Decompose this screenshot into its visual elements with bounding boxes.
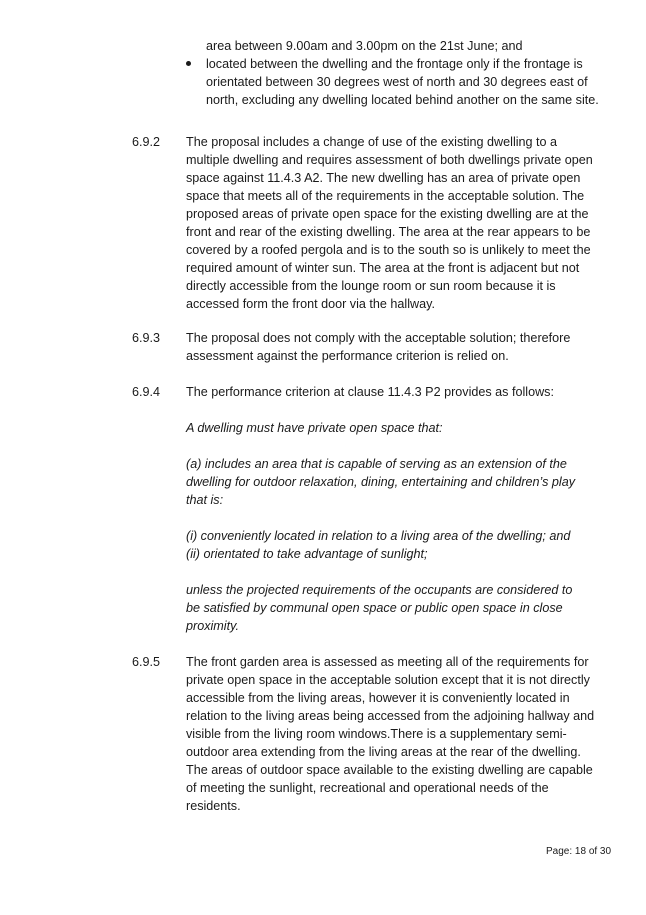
paragraph-line: proposed areas of private open space for the existing dwelling are at the xyxy=(186,207,589,221)
paragraph-line: The proposal includes a change of use of the existing dwelling to a xyxy=(186,135,558,149)
paragraph-line: outdoor area extending from the living areas at the rear of the dwelling. xyxy=(186,745,581,759)
paragraph-line: The areas of outdoor space available to the existing dwelling are capable xyxy=(186,763,593,777)
quote-line: proximity. xyxy=(186,619,239,633)
quote-line: (i) conveniently located in relation to a living area of the dwelling; and xyxy=(186,529,571,543)
paragraph-number: 6.9.5 xyxy=(132,655,161,669)
paragraph-line: space that meets all of the requirements in the acceptable solution. The xyxy=(186,189,585,203)
paragraph-number: 6.9.4 xyxy=(132,385,161,399)
quote-line: (ii) orientated to take advantage of sunlight; xyxy=(186,547,428,561)
paragraph-number: 6.9.3 xyxy=(132,331,161,345)
quote-line: unless the projected requirements of the occupants are considered to xyxy=(186,583,573,597)
paragraph-line: The front garden area is assessed as meeting all of the requirements for xyxy=(186,655,589,669)
quote-line: dwelling for outdoor relaxation, dining, entertaining and children’s play xyxy=(186,475,576,489)
bullet-line: north, excluding any dwelling located behind another on the same site. xyxy=(206,93,599,107)
paragraph-line: accessed form the front door via the hallway. xyxy=(186,297,435,311)
paragraph-6-9-2 xyxy=(186,133,616,313)
bullet-line: orientated between 30 degrees west of north and 30 degrees east of xyxy=(206,75,588,89)
quote-intro xyxy=(186,419,442,437)
paragraph-line: of meeting the sunlight, recreational and operational needs of the xyxy=(186,781,549,795)
quote-clause-a xyxy=(186,455,575,509)
quote-line: (a) includes an area that is capable of serving as an extension of the xyxy=(186,457,567,471)
quote-line: that is: xyxy=(186,493,224,507)
paragraph-line: assessment against the performance criterion is relied on. xyxy=(186,349,509,363)
bullet-item xyxy=(206,55,636,109)
paragraph-line: covered by a roofed pergola and is to the south so is unlikely to meet the xyxy=(186,243,591,257)
paragraph-line: The proposal does not comply with the acceptable solution; therefore xyxy=(186,331,571,345)
paragraph-line: relation to the living areas being accessed from the adjoining hallway and xyxy=(186,709,595,723)
bullet-icon xyxy=(186,61,191,66)
quote-line: A dwelling must have private open space that: xyxy=(186,421,443,435)
paragraph-number: 6.9.2 xyxy=(132,135,161,149)
paragraph-6-9-3 xyxy=(186,329,616,365)
paragraph-line: accessible from the living areas, however it is conveniently located in xyxy=(186,691,570,705)
quote-line: be satisfied by communal open space or public open space in close xyxy=(186,601,563,615)
paragraph-line: front and rear of the existing dwelling. The area at the rear appears to be xyxy=(186,225,591,239)
paragraph-line: multiple dwelling and requires assessment of both dwellings private open xyxy=(186,153,593,167)
paragraph-6-9-5 xyxy=(186,653,616,815)
paragraph-line: residents. xyxy=(186,799,241,813)
list-continued-line: area between 9.00am and 3.00pm on the 21st June; and xyxy=(206,39,523,53)
page-number: Page: 18 of 30 xyxy=(546,846,612,857)
paragraph-6-9-4 xyxy=(186,383,616,401)
bullet-line: located between the dwelling and the frontage only if the frontage is xyxy=(206,57,583,71)
paragraph-line: required amount of winter sun. The area at the front is adjacent but not xyxy=(186,261,580,275)
quote-closing xyxy=(186,581,572,635)
paragraph-line: visible from the living room windows.There is a supplementary semi- xyxy=(186,727,567,741)
quote-sub-clauses xyxy=(186,527,570,563)
paragraph-line: The performance criterion at clause 11.4.3 P2 provides as follows: xyxy=(186,385,554,399)
paragraph-line: space against 11.4.3 A2. The new dwelling has an area of private open xyxy=(186,171,581,185)
paragraph-line: private open space in the acceptable solution except that it is not directly xyxy=(186,673,590,687)
paragraph-line: directly accessible from the lounge room or sun room because it is xyxy=(186,279,556,293)
